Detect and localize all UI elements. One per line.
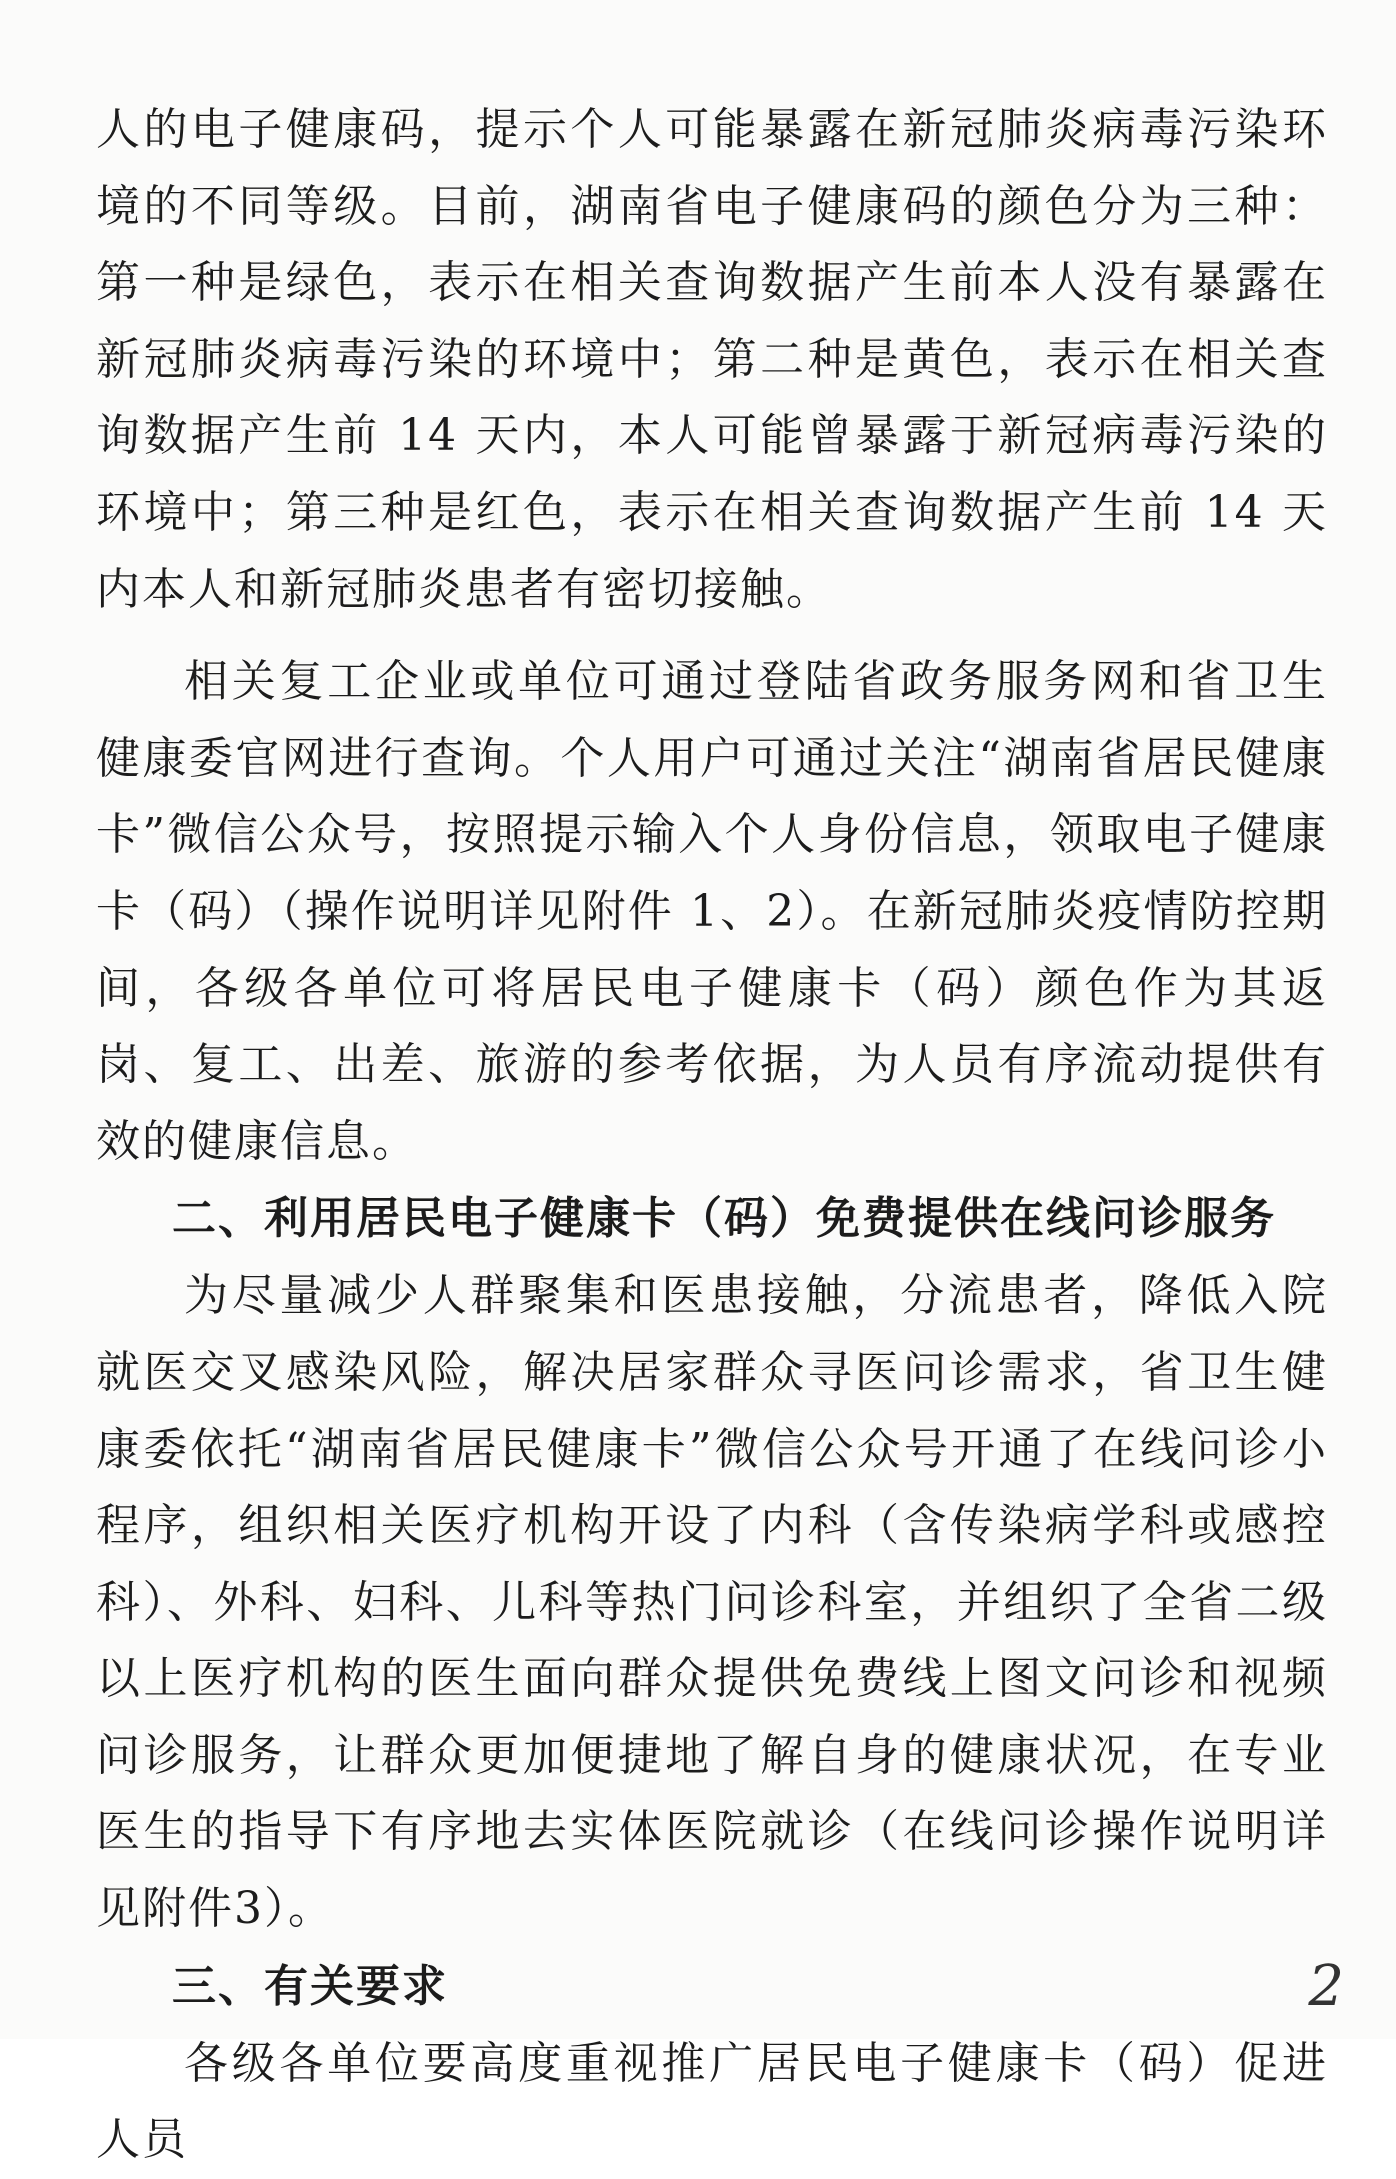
body-paragraph-requirements: 各级各单位要高度重视推广居民电子健康卡（码）促进人员 (96, 2037, 1328, 2166)
section-heading-online-consultation: 二、利用居民电子健康卡（码）免费提供在线问诊服务 (172, 1193, 1276, 1245)
body-paragraph-online-consultation: 为尽量减少人群聚集和医患接触，分流患者，降低入院就医交叉感染风险，解决居家群众寻医问诊需求，省卫生健康委依托“湖南省居民健康卡”微信公众号开通了在线问诊小程序，组织相关医疗机构开设了内科（含传染病学科或感控科）、外科、妇科、儿科等热门问诊科室，并组织了全省二级以上医疗机构的医生面向群众提供免费线上图文问诊和视频问诊服务，让群众更加便捷地了解自身的健康状况，在专业医生的指导下有序地去实体医院就诊（在线问诊操作说明详见附件3）。 (96, 1270, 1328, 1935)
body-paragraph-health-code-levels: 人的电子健康码，提示个人可能暴露在新冠肺炎病毒污染环境的不同等级。目前，湖南省电子健康码的颜色分为三种：第一种是绿色，表示在相关查询数据产生前本人没有暴露在新冠肺炎病毒污染的环境中；第二种是黄色，表示在相关查询数据产生前 14 天内，本人可能曾暴露于新冠病毒污染的环境中；第三种是红色，表示在相关查询数据产生前 14 天内本人和新冠肺炎患者有密切接触。 (96, 104, 1328, 615)
body-paragraph-query-methods: 相关复工企业或单位可通过登陆省政务服务网和省卫生健康委官网进行查询。个人用户可通过关注“湖南省居民健康卡”微信公众号，按照提示输入个人身份信息，领取电子健康卡（码）（操作说明详见附件 1、2）。在新冠肺炎疫情防控期间，各级各单位可将居民电子健康卡（码）颜色作为其返岗、复工、出差、旅游的参考依据，为人员有序流动提供有效的健康信息。 (96, 656, 1328, 1167)
section-heading-requirements: 三、有关要求 (172, 1960, 448, 2012)
page-number: 2 (1308, 1954, 1344, 2019)
document-body (96, 92, 1328, 2179)
